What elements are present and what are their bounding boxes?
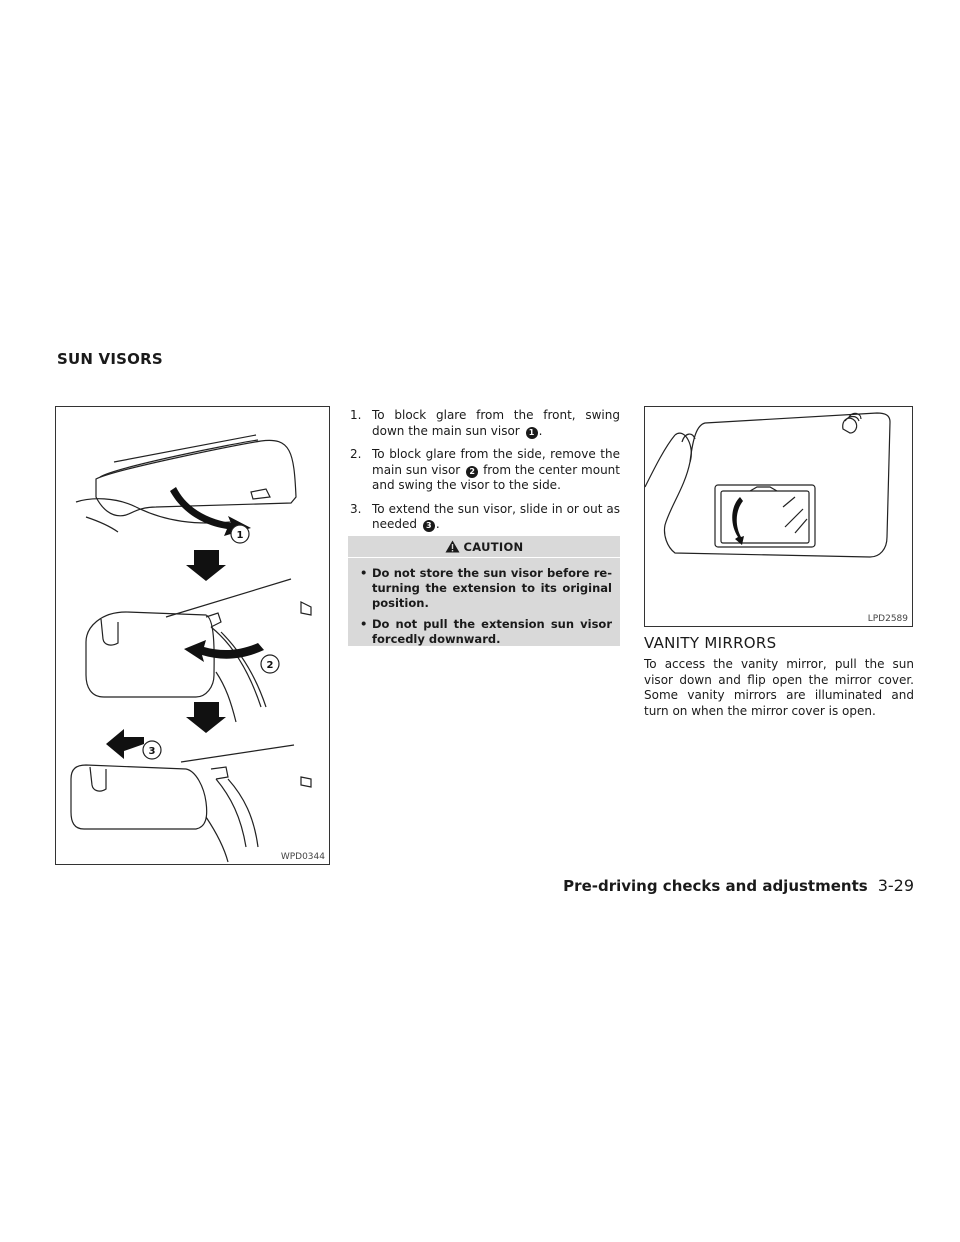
callout-3 — [143, 741, 161, 759]
vanity-mirrors-title: VANITY MIRRORS — [644, 634, 777, 652]
step-item — [350, 408, 620, 439]
vanity-mirror-figure — [644, 406, 913, 627]
sun-visor-figure — [55, 406, 330, 865]
down-arrow-icon — [186, 550, 226, 581]
caution-title: CAUTION — [463, 539, 524, 554]
svg-text:1: 1 — [236, 530, 244, 541]
step-text-end: . — [435, 517, 440, 531]
step-item — [350, 502, 620, 533]
step-number: 3. — [350, 501, 362, 516]
step-item — [350, 447, 620, 494]
left-arrow-icon — [106, 729, 144, 759]
page-number: 3-29 — [877, 876, 914, 895]
steps-list — [350, 408, 620, 541]
step-text: To block glare from the front, swing down the main sun visor — [372, 408, 620, 438]
step-text-end: . — [538, 423, 543, 438]
callout-badge: 2 — [466, 466, 478, 478]
svg-text:2: 2 — [266, 660, 274, 671]
caution-item: • Do not store the sun visor before re-turning the extension to its original position. — [360, 566, 612, 611]
caution-list — [348, 558, 620, 647]
callout-1 — [231, 525, 249, 543]
step-text: To extend the sun visor, slide in or out as needed — [372, 501, 620, 531]
page-footer — [563, 876, 914, 895]
step-number: 2. — [350, 447, 362, 461]
step-text: To block glare from the side, remove the main sun visor — [372, 447, 620, 477]
section-title: SUN VISORS — [57, 350, 163, 368]
down-arrow-icon — [186, 702, 226, 733]
vanity-mirrors-body: To access the vanity mirror, pull the sun visor down and flip open the mirror cover. Some vanity mirrors are illuminated and turn on when the mirror cover is open. — [644, 657, 914, 718]
vanity-mirror-illustration — [645, 407, 914, 628]
caution-item: • Do not pull the extension sun visor forcedly downward. — [360, 617, 612, 647]
step-number: 1. — [350, 408, 362, 422]
svg-text:3: 3 — [148, 746, 156, 757]
step-text-end: from the center mount and swing the visor to the side. — [372, 462, 620, 492]
caution-box — [348, 536, 620, 646]
sun-visor-illustration — [56, 407, 331, 866]
callout-2 — [261, 655, 279, 673]
figure-code: LPD2589 — [867, 614, 908, 624]
chapter-title: Pre-driving checks and adjustments — [563, 877, 868, 895]
caution-header — [348, 536, 620, 558]
callout-badge: 1 — [526, 427, 538, 439]
curved-arrow-icon — [732, 497, 744, 545]
warning-icon — [445, 540, 460, 553]
figure-code: WPD0344 — [280, 852, 325, 862]
callout-badge: 3 — [423, 520, 435, 532]
